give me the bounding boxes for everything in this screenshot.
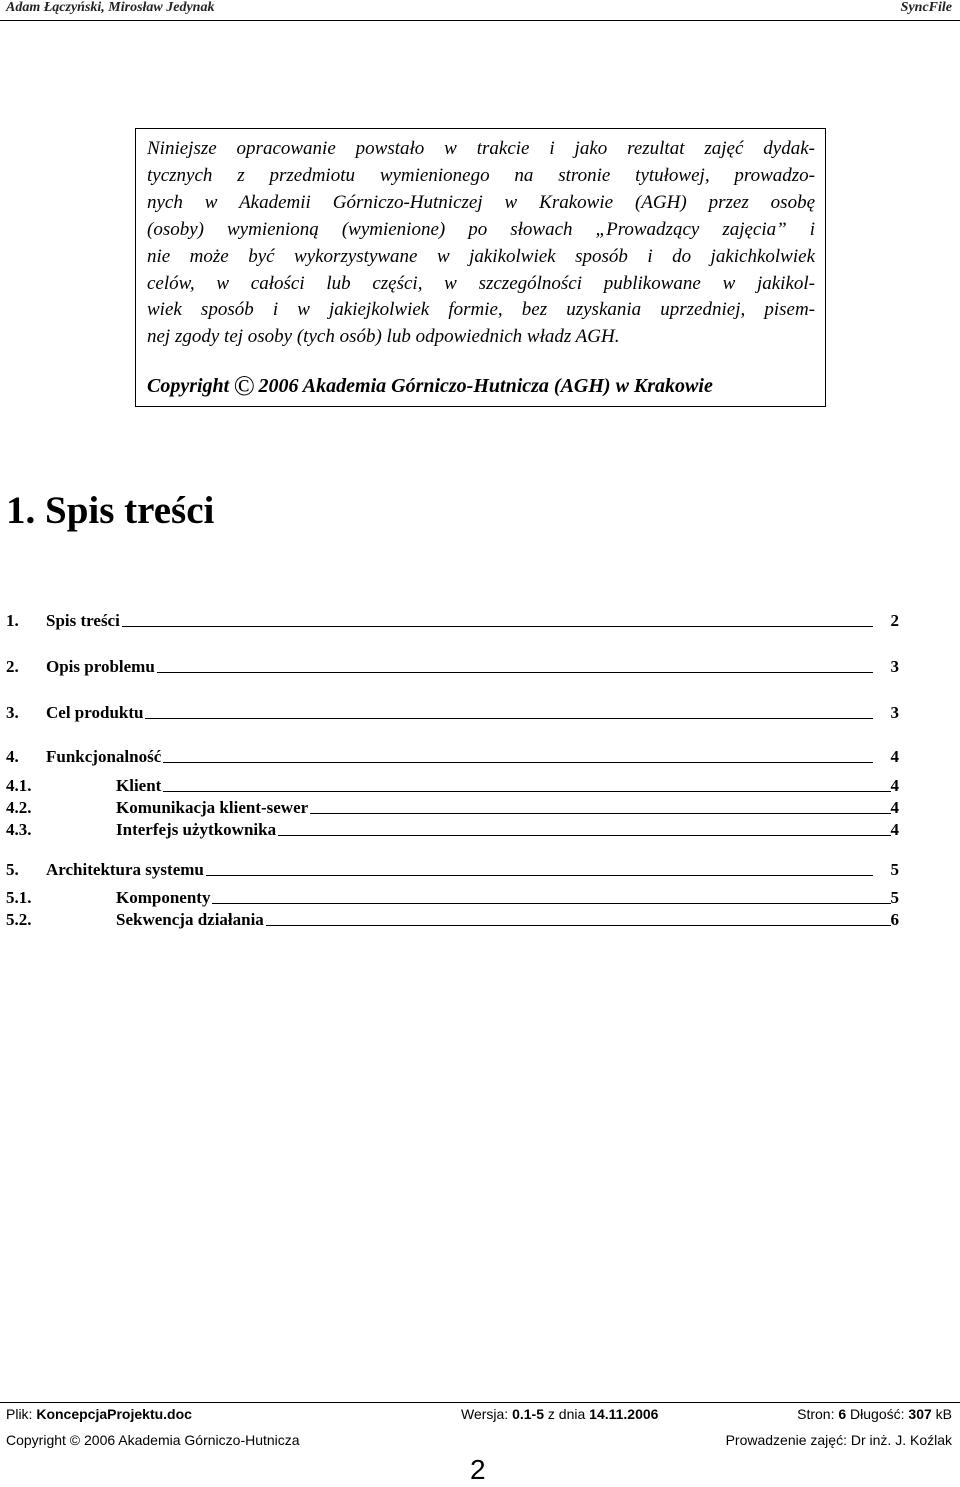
footer-length-label: Długość: (850, 1406, 905, 1422)
footer-version-label: Wersja: (461, 1406, 509, 1422)
toc-leader-line (310, 813, 890, 814)
footer-instructor-name: Dr inż. J. Koźlak (850, 1432, 952, 1448)
copyright-symbol-icon: © (233, 371, 255, 403)
toc-entry-number: 4.1. (6, 776, 32, 795)
toc-entry-number: 4.2. (6, 798, 32, 817)
toc-entry-number: 5.1. (6, 888, 32, 907)
header-authors: Adam Łączyński, Mirosław Jedynak (6, 0, 215, 15)
footer-file-name: KoncepcjaProjektu.doc (36, 1406, 192, 1422)
toc-entry-label: Komunikacja klient-sewer (116, 798, 309, 817)
toc-entry-number: 5. (6, 860, 19, 879)
footer-pages-value: 6 (838, 1406, 847, 1422)
toc-entry-label: Komponenty (116, 888, 211, 907)
toc-entry[interactable] (6, 888, 899, 908)
notice-line: nych w Akademii Górniczo-Hutniczej w Krakowie (AGH) przez osobę (147, 191, 815, 213)
toc-entry[interactable] (6, 860, 899, 880)
toc-entry[interactable] (6, 657, 899, 677)
footer-instructor (726, 1432, 952, 1448)
toc-entry-label: Funkcjonalność (46, 747, 162, 766)
toc-entry-label: Interfejs użytkownika (116, 820, 277, 839)
notice-line: wiek sposób i w jakiejkolwiek formie, bez uzyskania uprzedniej, pisem- (147, 299, 815, 321)
footer-copyright: Copyright © 2006 Akademia Górniczo-Hutnicza (6, 1432, 300, 1448)
toc-entry-number: 5.2. (6, 910, 32, 929)
toc-entry-number: 4.3. (6, 820, 32, 839)
toc-entry-number: 3. (6, 703, 19, 722)
toc-entry[interactable] (6, 747, 899, 767)
toc-leader-line (278, 835, 890, 836)
toc-entry-number: 2. (6, 657, 19, 676)
toc-entry[interactable] (6, 776, 899, 796)
toc-leader-line (157, 672, 873, 673)
footer-stats (797, 1406, 952, 1422)
toc-entry-page: 3 (890, 657, 899, 676)
notice-line: tycznych z przedmiotu wymienionego na stronie tytułowej, prowadzo- (147, 164, 815, 186)
toc-leader-line (122, 626, 873, 627)
footer-date-value: 14.11.2006 (589, 1406, 659, 1422)
toc-entry-page: 4 (890, 798, 899, 817)
toc-entry-label: Architektura systemu (46, 860, 204, 879)
toc-entry[interactable] (6, 910, 899, 930)
copyright-holder: 2006 Akademia Górniczo-Hutnicza (AGH) w Krakowie (258, 375, 713, 398)
toc-entry[interactable] (6, 820, 899, 840)
toc-entry-label: Sekwencja działania (116, 910, 264, 929)
toc-entry-page: 4 (890, 776, 899, 795)
copyright-line (147, 371, 815, 403)
toc-entry-number: 4. (6, 747, 19, 766)
toc-entry-label: Opis problemu (46, 657, 155, 676)
copyright-notice-box (135, 128, 826, 407)
toc-entry-number: 1. (6, 611, 19, 630)
toc-entry-page: 3 (890, 703, 899, 722)
notice-line: nie może być wykorzystywane w jakikolwiek sposób i do jakichkolwiek (147, 245, 815, 267)
toc-leader-line (145, 718, 872, 719)
toc-entry[interactable] (6, 611, 899, 631)
toc-entry[interactable] (6, 703, 899, 723)
footer-file-label: Plik: (6, 1406, 33, 1422)
notice-line: nej zgody tej osoby (tych osób) lub odpowiednich władz AGH. (147, 326, 620, 348)
footer-instructor-label: Prowadzenie zajęć: (725, 1432, 847, 1448)
toc-entry-label: Klient (116, 776, 162, 795)
toc-entry-page: 5 (890, 860, 899, 879)
notice-line: Niniejsze opracowanie powstało w trakcie i jako rezultat zajęć dydak- (147, 138, 815, 159)
page-number: 2 (470, 1454, 486, 1485)
toc-leader-line (212, 903, 890, 904)
toc-entry-page: 2 (890, 611, 899, 630)
footer-pages-label: Stron: (797, 1406, 835, 1422)
footer-length-unit: kB (935, 1406, 952, 1422)
footer-rule (0, 1402, 960, 1403)
toc-leader-line (266, 925, 891, 926)
copyright-prefix: Copyright (147, 375, 230, 398)
toc-leader-line (163, 762, 872, 763)
toc-leader-line (206, 875, 873, 876)
toc-entry-page: 4 (890, 747, 899, 766)
footer-version (461, 1406, 658, 1422)
notice-line: (osoby) wymienioną (wymienione) po słowach „Prowadzący zajęcia” i (147, 218, 815, 240)
header-project: SyncFile (900, 0, 952, 15)
toc-entry-page: 5 (890, 888, 899, 907)
toc-entry-label: Cel produktu (46, 703, 144, 722)
toc-entry[interactable] (6, 798, 899, 818)
toc-leader-line (163, 791, 890, 792)
footer-date-label: z dnia (547, 1406, 586, 1422)
notice-line: celów, w całości lub części, w szczególności publikowane w jakikol- (147, 272, 815, 294)
header-rule (0, 20, 960, 21)
footer-file (6, 1406, 192, 1422)
toc-entry-page: 6 (890, 910, 899, 929)
footer-length-value: 307 (908, 1406, 932, 1422)
toc-entry-page: 4 (890, 820, 899, 839)
toc-entry-label: Spis treści (46, 611, 120, 630)
toc-heading: 1. Spis treści (6, 489, 215, 532)
footer-version-value: 0.1-5 (512, 1406, 545, 1422)
